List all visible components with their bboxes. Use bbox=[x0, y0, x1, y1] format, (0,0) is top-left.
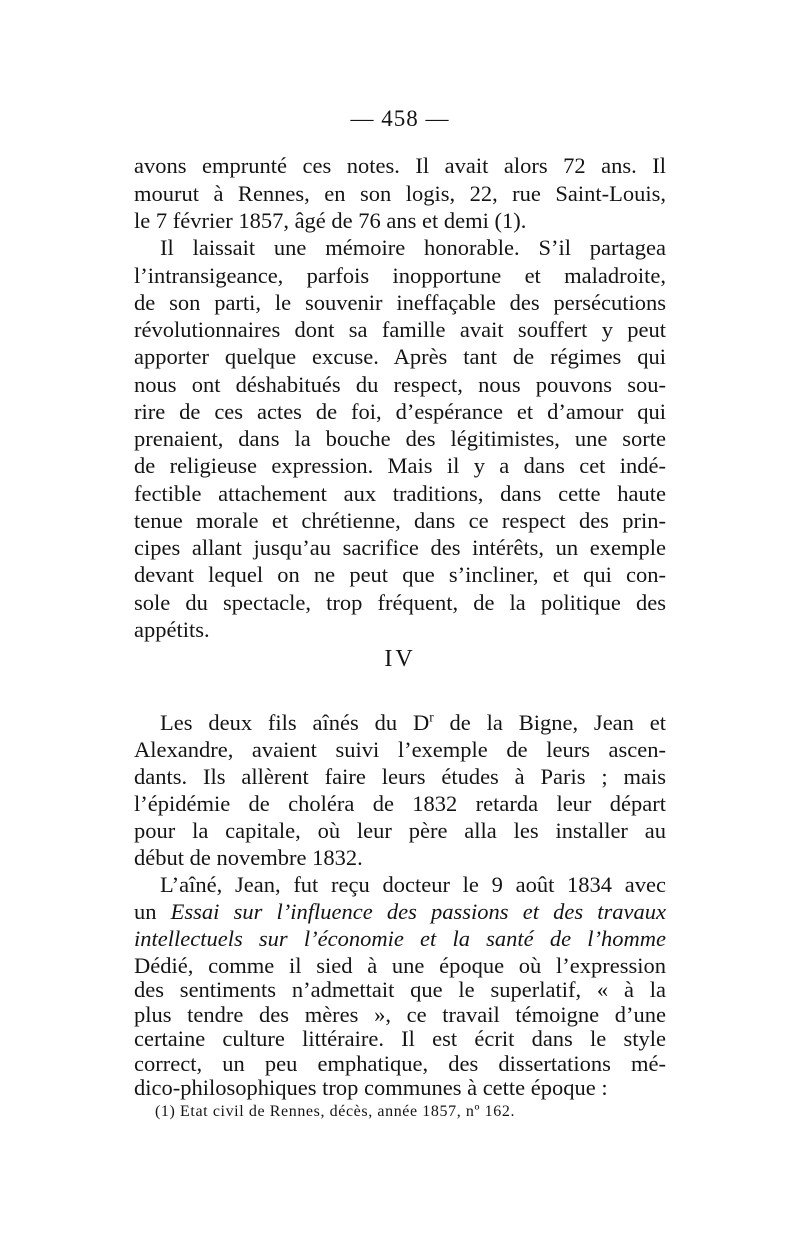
text-line: de religieuse expression. Mais il y a dans cet indé- bbox=[134, 453, 666, 478]
text-line: Dédié, comme il sied à une époque où l’expression bbox=[134, 953, 666, 978]
text-line: début de novembre 1832. bbox=[134, 845, 363, 870]
italic-title: intellectuels sur l’économie et la santé de l’homme bbox=[134, 926, 666, 951]
text-span: Les deux fils aînés du D bbox=[160, 710, 430, 735]
text-line: l’intransigeance, parfois inopportune et maladroite, bbox=[134, 263, 666, 288]
text-line: prenaient, dans la bouche des légitimistes, une sorte bbox=[134, 426, 666, 451]
text-line: rire de ces actes de foi, d’espérance et d’amour qui bbox=[134, 399, 666, 424]
text-line: pour la capitale, où leur père alla les installer au bbox=[134, 818, 666, 843]
text-line: L’aîné, Jean, fut reçu docteur le 9 août 1834 avec bbox=[160, 872, 666, 897]
text-line: certaine culture littéraire. Il est écrit dans le style bbox=[134, 1026, 666, 1052]
superscript: r bbox=[429, 709, 434, 725]
text-span: un bbox=[134, 899, 171, 924]
text-line: fectible attachement aux traditions, dans cette haute bbox=[134, 481, 666, 506]
text-span: de la Bigne, Jean et bbox=[433, 710, 666, 735]
text-line: mourut à Rennes, en son logis, 22, rue Saint-Louis, bbox=[134, 181, 666, 206]
text-line: appétits. bbox=[134, 617, 210, 642]
text-line: plus tendre des mères », ce travail témoigne d’une bbox=[134, 1001, 666, 1027]
text-line bbox=[134, 898, 666, 926]
italic-title: Essai sur l’influence des passions et des travaux bbox=[170, 899, 667, 924]
page-number: — 458 — bbox=[350, 106, 450, 131]
section-heading: IV bbox=[384, 646, 416, 672]
text-line: Alexandre, avaient suivi l’exemple de leurs ascen- bbox=[134, 737, 666, 762]
text-line: des sentiments n’admettait que le superlatif, « à la bbox=[134, 977, 666, 1003]
text-line: le 7 février 1857, âgé de 76 ans et demi (1). bbox=[134, 208, 527, 233]
text-line: l’épidémie de choléra de 1832 retarda leur départ bbox=[134, 791, 666, 816]
text-line: sole du spectacle, trop fréquent, de la politique des bbox=[134, 590, 666, 615]
text-line bbox=[160, 709, 666, 737]
text-line bbox=[134, 925, 666, 953]
text-line: révolutionnaires dont sa famille avait souffert y peut bbox=[134, 317, 666, 342]
text-line: Il laissait une mémoire honorable. S’il partagea bbox=[160, 235, 666, 260]
text-line: de son parti, le souvenir ineffaçable des persécutions bbox=[134, 290, 666, 315]
text-line: nous ont déshabitués du respect, nous pouvons sou- bbox=[134, 372, 666, 397]
footnote: (1) Etat civil de Rennes, décès, année 1857, nº 162. bbox=[155, 1103, 516, 1120]
text-line: dico-philosophiques trop communes à cette époque : bbox=[134, 1075, 608, 1100]
text-line: apporter quelque excuse. Après tant de régimes qui bbox=[134, 344, 666, 369]
text-line: dants. Ils allèrent faire leurs études à Paris ; mais bbox=[134, 764, 666, 789]
text-line: devant lequel on ne peut que s’incliner, et qui con- bbox=[134, 562, 666, 587]
text-line: cipes allant jusqu’au sacrifice des intérêts, un exemple bbox=[134, 535, 666, 560]
text-line: avons emprunté ces notes. Il avait alors 72 ans. Il bbox=[134, 153, 666, 178]
text-line: tenue morale et chrétienne, dans ce respect des prin- bbox=[134, 508, 666, 533]
text-line: correct, un peu emphatique, des dissertations mé- bbox=[134, 1050, 666, 1076]
